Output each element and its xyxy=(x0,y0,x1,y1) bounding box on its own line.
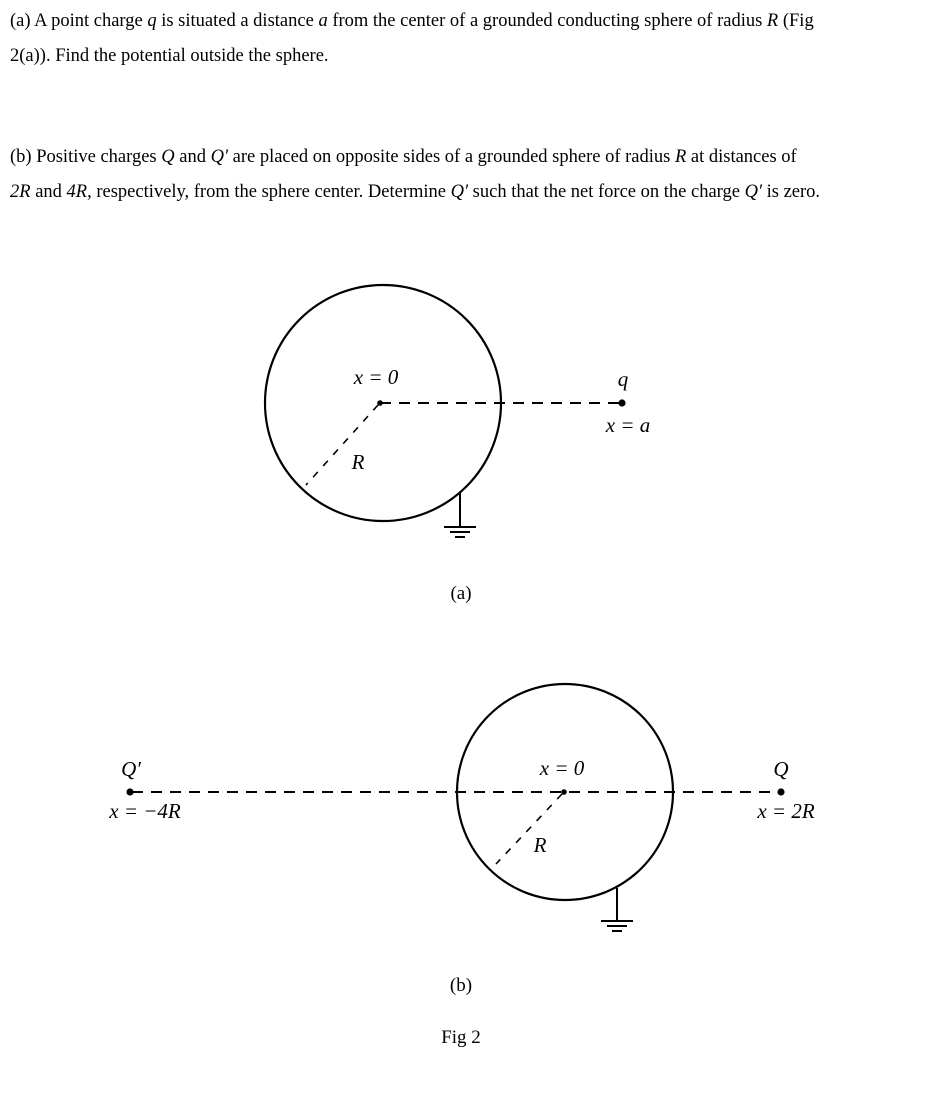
math-2R: 2R xyxy=(10,182,31,202)
text: such that the net force on the charge xyxy=(468,182,745,202)
charge-label-q: q xyxy=(617,367,629,391)
text: (a) A point charge xyxy=(10,11,148,31)
text: is situated a distance xyxy=(156,11,319,31)
part-a-line-2: 2(a)). Find the potential outside the sphere. xyxy=(10,46,329,66)
text: is zero. xyxy=(762,182,821,202)
ground-icon xyxy=(601,888,633,931)
math-Q-prime: Q′ xyxy=(210,147,228,167)
center-dot-a xyxy=(377,400,383,406)
caption-b: (b) xyxy=(449,975,473,996)
text: and xyxy=(30,182,67,202)
figure-a xyxy=(265,285,650,604)
left-pos-label: x = −4R xyxy=(109,799,181,823)
math-4R: 4R xyxy=(66,182,88,202)
ground-icon xyxy=(444,492,476,537)
text: , respectively, from the sphere center. Determine xyxy=(87,182,451,202)
math-Q-prime: Q′ xyxy=(744,182,762,202)
math-Q: Q xyxy=(161,147,175,167)
caption-a: (a) xyxy=(450,583,472,604)
figure-b xyxy=(108,684,815,996)
center-label-b: x = 0 xyxy=(539,756,585,780)
charge-Q-dot xyxy=(777,788,784,795)
math-Q-prime: Q′ xyxy=(450,182,469,202)
right-charge-label: Q xyxy=(773,757,789,781)
text: from the center of a grounded conducting sphere of radius xyxy=(327,11,767,31)
left-charge-label: Q′ xyxy=(121,757,141,781)
text: at distances of xyxy=(686,147,797,167)
charge-pos-label-a: x = a xyxy=(605,413,651,437)
text: and xyxy=(174,147,211,167)
text: are placed on opposite sides of a grounded sphere of radius xyxy=(228,147,675,167)
radius-line-a xyxy=(306,405,378,485)
radius-line-b xyxy=(496,794,562,864)
text: (b) Positive charges xyxy=(10,147,162,167)
math-q: q xyxy=(147,11,157,31)
text: (Fig xyxy=(778,11,814,31)
math-R: R xyxy=(674,147,687,167)
figure-caption: Fig 2 xyxy=(441,1027,481,1048)
math-R: R xyxy=(766,11,779,31)
radius-label-a: R xyxy=(351,450,365,474)
right-pos-label: x = 2R xyxy=(757,799,815,823)
center-dot-b xyxy=(561,789,567,795)
math-a: a xyxy=(318,11,328,31)
center-label-a: x = 0 xyxy=(353,365,399,389)
charge-q-dot xyxy=(618,399,625,406)
radius-label-b: R xyxy=(533,833,547,857)
charge-Q-prime-dot xyxy=(126,788,133,795)
